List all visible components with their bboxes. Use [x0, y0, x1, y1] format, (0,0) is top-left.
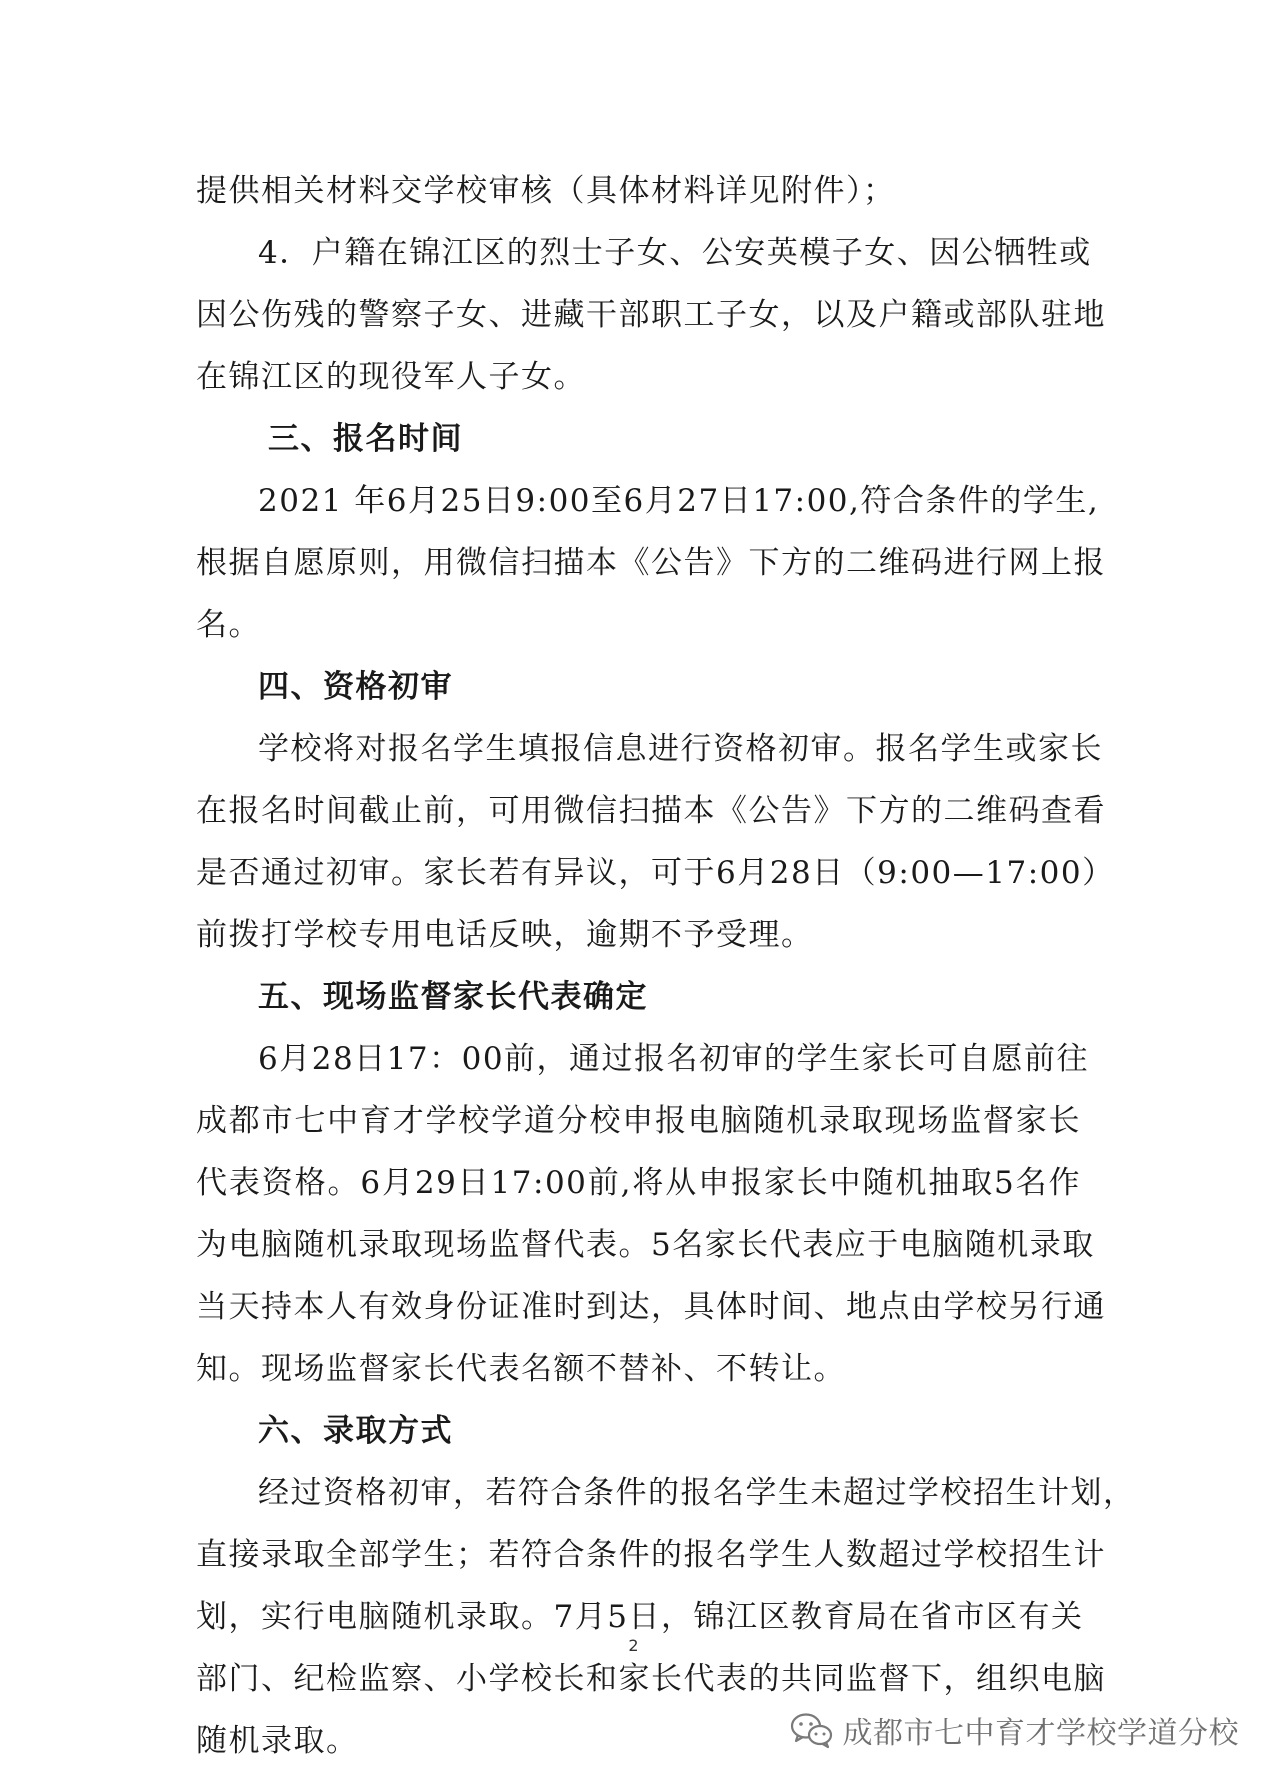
body-line: 在报名时间截止前，可用微信扫描本《公告》下方的二维码查看 — [196, 793, 1106, 829]
wechat-icon — [789, 1710, 835, 1750]
body-line: 成都市七中育才学校学道分校申报电脑随机录取现场监督家长 — [196, 1103, 1081, 1139]
section-heading-qualification-review: 四、资格初审 — [258, 669, 453, 705]
wechat-watermark — [789, 1708, 1240, 1752]
body-line: 是否通过初审。家长若有异议，可于6月28日（9:00—17:00） — [196, 855, 1115, 891]
body-line: 4．户籍在锦江区的烈士子女、公安英模子女、因公牺牲或 — [258, 235, 1092, 271]
body-line: 提供相关材料交学校审核（具体材料详见附件）； — [196, 173, 896, 209]
body-line: 名。 — [196, 607, 261, 643]
body-line: 在锦江区的现役军人子女。 — [196, 359, 586, 395]
body-line: 前拨打学校专用电话反映，逾期不予受理。 — [196, 917, 814, 953]
body-line: 当天持本人有效身份证准时到达，具体时间、地点由学校另行通 — [196, 1289, 1106, 1325]
body-line: 划，实行电脑随机录取。7月5日，锦江区教育局在省市区有关 — [196, 1599, 1084, 1635]
body-line: 6月28日17：00前，通过报名初审的学生家长可自愿前往 — [258, 1041, 1090, 1077]
body-line: 因公伤残的警察子女、进藏干部职工子女，以及户籍或部队驻地 — [196, 297, 1106, 333]
body-line: 直接录取全部学生；若符合条件的报名学生人数超过学校招生计 — [196, 1537, 1106, 1573]
page-number: 2 — [628, 1636, 639, 1655]
body-line: 经过资格初审，若符合条件的报名学生未超过学校招生计划， — [258, 1475, 1136, 1511]
body-line: 知。现场监督家长代表名额不替补、不转让。 — [196, 1351, 846, 1387]
body-line: 随机录取。 — [196, 1723, 359, 1759]
watermark-text: 成都市七中育才学校学道分校 — [842, 1716, 1239, 1751]
body-line: 部门、纪检监察、小学校长和家长代表的共同监督下，组织电脑 — [196, 1661, 1106, 1697]
body-line: 根据自愿原则，用微信扫描本《公告》下方的二维码进行网上报 — [196, 545, 1106, 581]
body-line: 代表资格。6月29日17:00前,将从申报家长中随机抽取5名作 — [196, 1165, 1081, 1201]
section-heading-admission-method: 六、录取方式 — [258, 1413, 453, 1449]
body-line: 2021 年6月25日9:00至6月27日17:00,符合条件的学生, — [258, 483, 1100, 519]
section-heading-parent-representatives: 五、现场监督家长代表确定 — [258, 979, 648, 1015]
section-heading-registration-time: 三、报名时间 — [268, 421, 463, 457]
document-body — [196, 160, 1136, 1772]
body-line: 为电脑随机录取现场监督代表。5名家长代表应于电脑随机录取 — [196, 1227, 1095, 1263]
body-line: 学校将对报名学生填报信息进行资格初审。报名学生或家长 — [258, 731, 1103, 767]
